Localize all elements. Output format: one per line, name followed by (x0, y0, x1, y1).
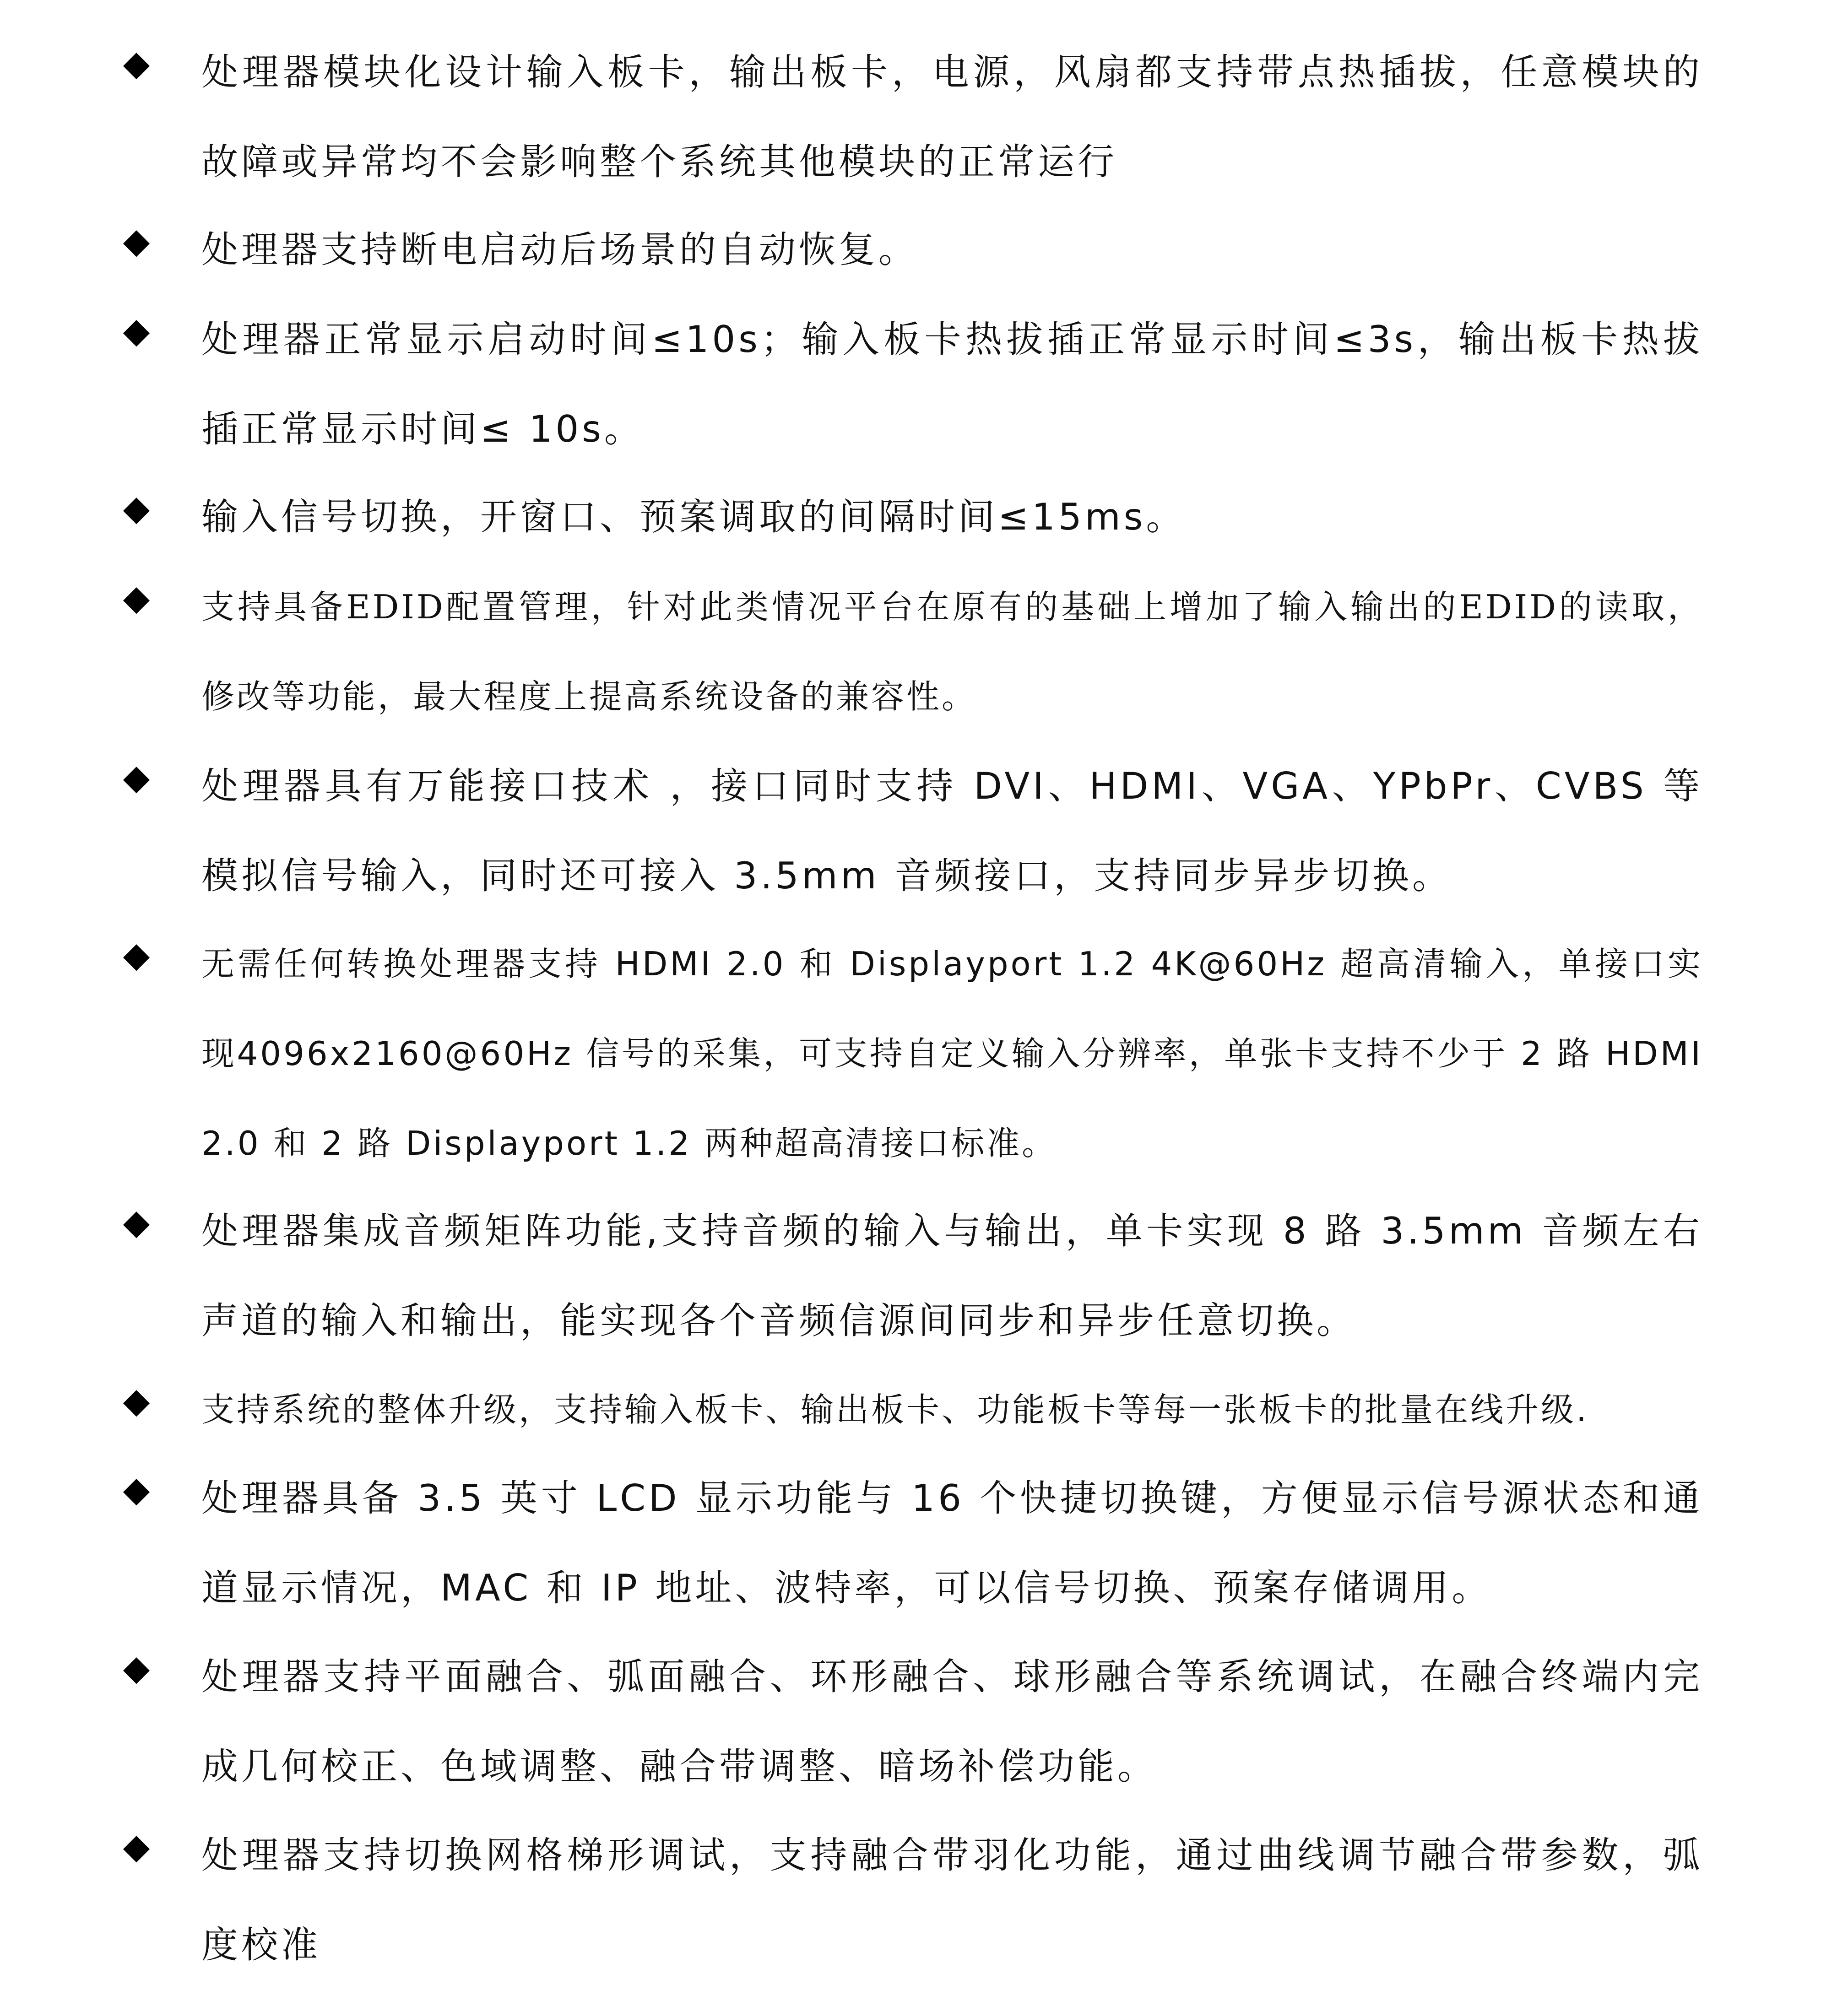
diamond-bullet-icon: ◆ (123, 310, 150, 351)
list-item-text: 无需任何转换处理器支持 HDMI 2.0 和 Displayport 1.2 4K@60Hz 超高清输入，单接口实现4096x2160@60Hz 信号的采集，可支持自定义输入分辨率，单张卡支持不少于 2 路 HDMI 2.0 和 2 路 Displayport 1.2 两种超高清接口标准。 (201, 945, 1703, 1163)
diamond-bullet-icon: ◆ (123, 757, 150, 797)
list-item-text: 支持系统的整体升级，支持输入板卡、输出板卡、功能板卡等每一张板卡的批量在线升级. (201, 1390, 1589, 1429)
list-item-text: 处理器集成音频矩阵功能,支持音频的输入与输出，单卡实现 8 路 3.5mm 音频左右声道的输入和输出，能实现各个音频信源间同步和异步任意切换。 (201, 1210, 1703, 1342)
list-item-text: 处理器支持切换网格梯形调试，支持融合带羽化功能，通过曲线调节融合带参数，弧度校准 (201, 1834, 1703, 1966)
diamond-bullet-icon: ◆ (123, 487, 150, 528)
list-item-text: 处理器支持断电启动后场景的自动恢复。 (201, 228, 918, 271)
list-item-text: 支持具备EDID配置管理，针对此类情况平台在原有的基础上增加了输入输出的EDID的读取，修改等功能，最大程度上提高系统设备的兼容性。 (201, 588, 1703, 716)
diamond-bullet-icon: ◆ (123, 220, 150, 261)
list-item-text: 处理器支持平面融合、弧面融合、环形融合、球形融合等系统调试，在融合终端内完成几何校正、色域调整、融合带调整、暗场补偿功能。 (201, 1655, 1703, 1788)
list-item-text: 处理器具备 3.5 英寸 LCD 显示功能与 16 个快捷切换键，方便显示信号源状态和通道显示情况，MAC 和 IP 地址、波特率，可以信号切换、预案存储调用。 (201, 1477, 1703, 1609)
diamond-bullet-icon: ◆ (123, 577, 150, 618)
diamond-bullet-icon: ◆ (123, 1647, 150, 1688)
diamond-bullet-icon: ◆ (123, 1380, 150, 1421)
list-item-text: 处理器模块化设计输入板卡，输出板卡，电源，风扇都支持带点热插拔，任意模块的故障或异常均不会影响整个系统其他模块的正常运行 (201, 51, 1703, 183)
diamond-bullet-icon: ◆ (123, 1201, 150, 1242)
list-item-text: 处理器具有万能接口技术 ，接口同时支持 DVI、HDMI、VGA、YPbPr、CVBS 等模拟信号输入，同时还可接入 3.5mm 音频接口，支持同步异步切换。 (201, 765, 1703, 897)
diamond-bullet-icon: ◆ (123, 1469, 150, 1509)
diamond-bullet-icon: ◆ (123, 934, 150, 975)
diamond-bullet-icon: ◆ (123, 1826, 150, 1866)
list-item-text: 处理器正常显示启动时间≤10s；输入板卡热拔插正常显示时间≤3s，输出板卡热拔插正常显示时间≤ 10s。 (201, 318, 1703, 450)
diamond-bullet-icon: ◆ (123, 43, 150, 83)
list-item-text: 输入信号切换，开窗口、预案调取的间隔时间≤15ms。 (201, 496, 1186, 538)
